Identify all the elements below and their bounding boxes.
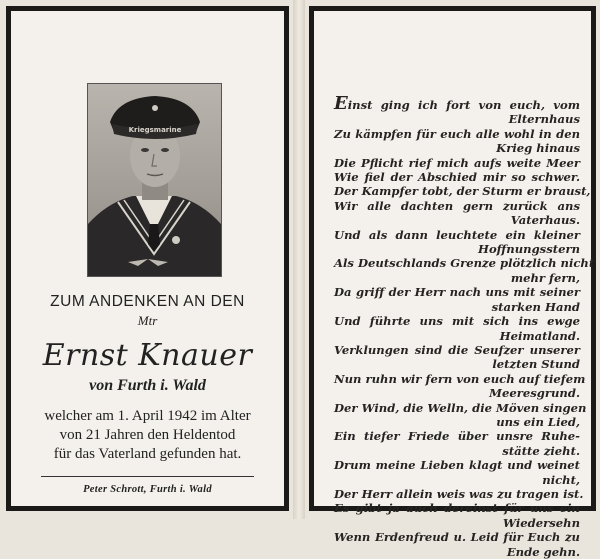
hometown: von Furth i. Wald xyxy=(89,377,206,394)
poem-line: Einst ging ich fort von euch, vom xyxy=(334,93,580,114)
poem-initial-letter: E xyxy=(334,93,348,114)
poem-line: Wenn Erdenfreud u. Leid für Euch zu xyxy=(334,530,580,545)
cap-band-text: Kriegsmarine xyxy=(128,126,182,134)
poem-line: Wie fiel der Abschied mir so schwer. xyxy=(334,170,580,185)
death-notice xyxy=(11,407,284,464)
poem-line: mehr fern, xyxy=(510,270,580,285)
poem-line: Der Wind, die Welln, die Möven singen xyxy=(334,400,587,415)
poem-line: nicht, xyxy=(542,472,580,487)
poem-line: Ein tiefer Friede über unsre Ruhe- xyxy=(334,429,580,444)
poem-line: Wir alle dachten gern zurück ans xyxy=(334,198,580,213)
death-notice-line: für das Vaterland gefunden hat. xyxy=(53,446,242,462)
poem-line: Heimatland. xyxy=(499,328,580,343)
memorial-card-front xyxy=(6,6,289,511)
poem-line: Als Deutschlands Grenze plötzlich nicht xyxy=(334,256,595,271)
poem-line: Verklungen sind die Seufzer unserer xyxy=(334,342,580,357)
printer-credit: Peter Schrott, Furth i. Wald xyxy=(83,484,212,495)
poem-line: Zu kämpfen für euch alle wohl in den xyxy=(334,126,580,141)
memorial-poem xyxy=(334,93,595,559)
poem-line: Da griff der Herr nach uns mit seiner xyxy=(334,285,580,300)
poem-line: stätte zieht. xyxy=(502,443,580,458)
memorial-heading: ZUM ANDENKEN AN DEN xyxy=(50,293,245,310)
memorial-card-poem xyxy=(309,6,596,559)
card-fold xyxy=(293,0,305,519)
poem-line: Wiedersehn xyxy=(503,515,580,530)
poem-line: Hoffnungsstern xyxy=(478,242,580,257)
poem-line: starken Hand xyxy=(491,299,580,314)
poem-line: Und führte uns mit sich ins ewge xyxy=(334,314,580,329)
poem-line: Meeresgrund. xyxy=(489,386,580,401)
death-notice-line: von 21 Jahren den Heldentod xyxy=(59,427,236,443)
poem-line: Elternhaus xyxy=(508,112,580,127)
death-notice-line: welcher am 1. April 1942 im Alter xyxy=(44,408,251,424)
poem-line: Der Herr allein weis was zu tragen ist. xyxy=(334,486,584,501)
poem-line: Krieg hinaus xyxy=(496,141,580,156)
sailor-portrait xyxy=(88,84,221,276)
rank-label: Mtr xyxy=(137,313,158,328)
poem-line: Die Pflicht rief mich aufs weite Meer xyxy=(334,155,580,170)
portrait-photo xyxy=(87,83,222,277)
poem-line: Und als dann leuchtete ein kleiner xyxy=(334,227,580,242)
deceased-name: Ernst Knauer xyxy=(42,338,253,373)
poem-line: Nun ruhn wir fern von euch auf tiefem xyxy=(334,371,586,386)
poem-line: uns ein Lied, xyxy=(496,414,580,429)
poem-line: Der Kampfer tobt, der Sturm er braust, xyxy=(334,184,591,199)
poem-line: Ende gehn. xyxy=(506,544,580,559)
poem-line: Drum meine Lieben klagt und weinet xyxy=(334,458,580,473)
poem-line: Es gibt ja auch dereinst für uns ein xyxy=(334,501,580,516)
poem-line: letzten Stund xyxy=(492,357,580,372)
poem-line: Vaterhaus. xyxy=(510,213,580,228)
printer-divider xyxy=(41,476,254,477)
